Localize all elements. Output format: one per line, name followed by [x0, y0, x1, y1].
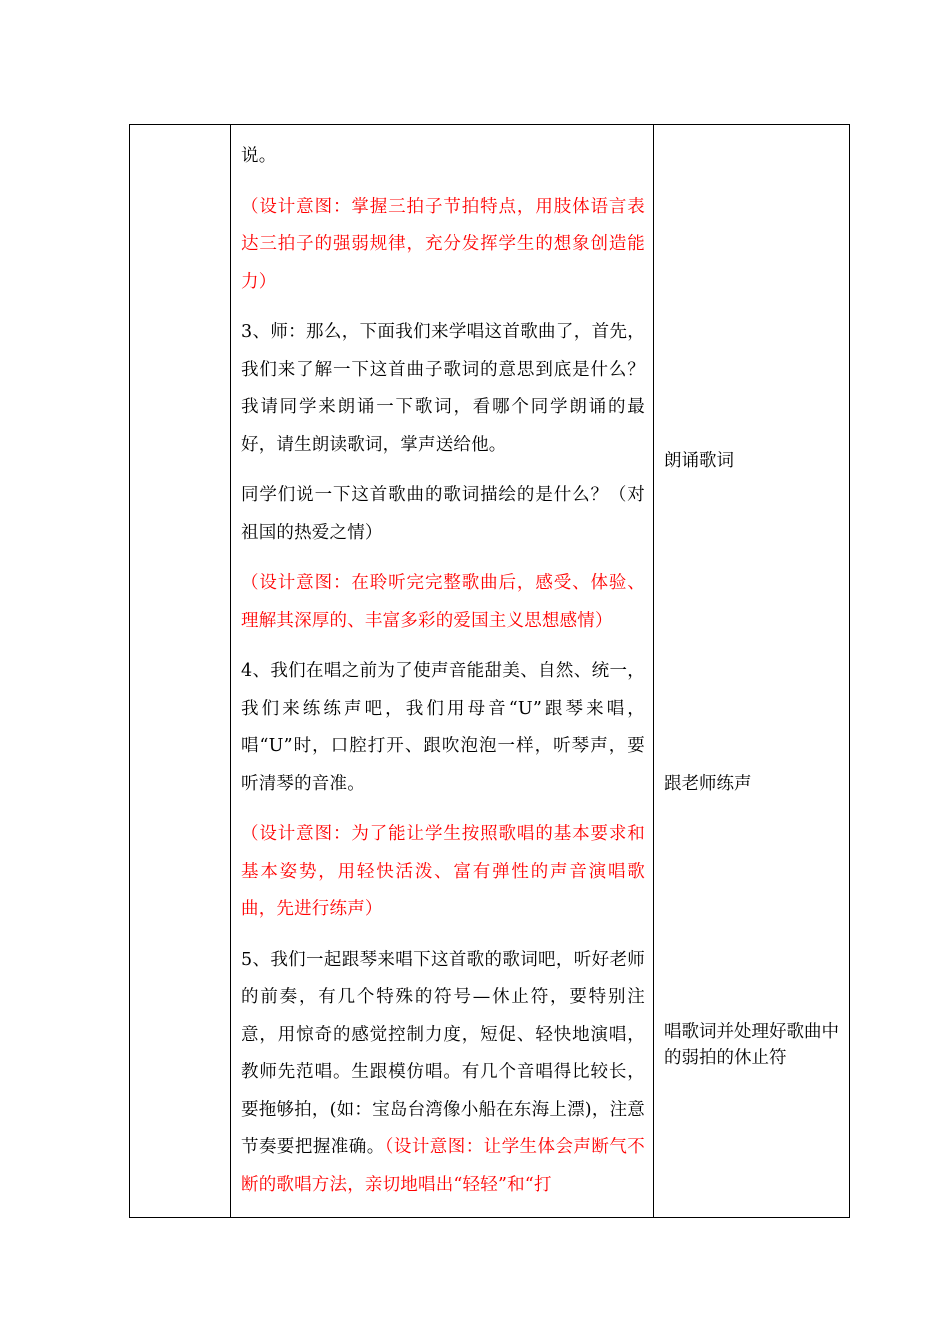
- activity-recite-lyrics: 朗诵歌词: [664, 451, 734, 471]
- step-5-paragraph: [241, 942, 645, 1205]
- paragraph-continuation: 说。: [241, 146, 277, 166]
- section-label-cell: [130, 125, 231, 1218]
- design-intent-3: （设计意图：为了能让学生按照歌唱的基本要求和基本姿势，用轻快活泼、富有弹性的声音演唱歌曲，先进行练声）: [241, 824, 645, 919]
- step-3-paragraph: 3、师：那么，下面我们来学唱这首歌曲了，首先，我们来了解一下这首曲子歌词的意思到底是什么？我请同学来朗诵一下歌词，看哪个同学朗诵的最好，请生朗读歌词，掌声送给他。: [241, 322, 645, 455]
- table-row: [130, 125, 850, 1218]
- student-activity-cell: [654, 125, 850, 1218]
- lesson-plan-table: [129, 124, 850, 1218]
- activity-sing-lyrics: 唱歌词并处理好歌曲中的弱拍的休止符: [664, 1022, 839, 1068]
- design-intent-1: （设计意图：掌握三拍子节拍特点，用肢体语言表达三拍子的强弱规律，充分发挥学生的想象创造能力）: [241, 196, 645, 292]
- design-intent-4: （设计意图：让学生体会声断气不断的歌唱方法，亲切地唱出“轻轻”和“打: [241, 1137, 645, 1195]
- step-5-text: 5、我们一起跟琴来唱下这首歌的歌词吧，听好老师的前奏，有几个特殊的符号—休止符，要特别注意，用惊奇的感觉控制力度，短促、轻快地演唱，教师先范唱。生跟模仿唱。有几个音唱得比较长，要拖够拍，(如：宝岛台湾像小船在东海上漂)，注意节奏要把握准确。: [241, 949, 645, 1157]
- lyrics-question-paragraph: 同学们说一下这首歌曲的歌词描绘的是什么？（对祖国的热爱之情）: [241, 485, 645, 543]
- activity-vocal-practice: 跟老师练声: [664, 774, 752, 794]
- design-intent-2: （设计意图：在聆听完完整歌曲后，感受、体验、理解其深厚的、丰富多彩的爱国主义思想感情）: [241, 573, 645, 631]
- step-4-paragraph: 4、我们在唱之前为了使声音能甜美、自然、统一，我们来练练声吧，我们用母音“U”跟琴来唱，唱“U”时，口腔打开、跟吹泡泡一样，听琴声，要听清琴的音准。: [241, 661, 645, 794]
- teaching-process-cell: [231, 125, 654, 1218]
